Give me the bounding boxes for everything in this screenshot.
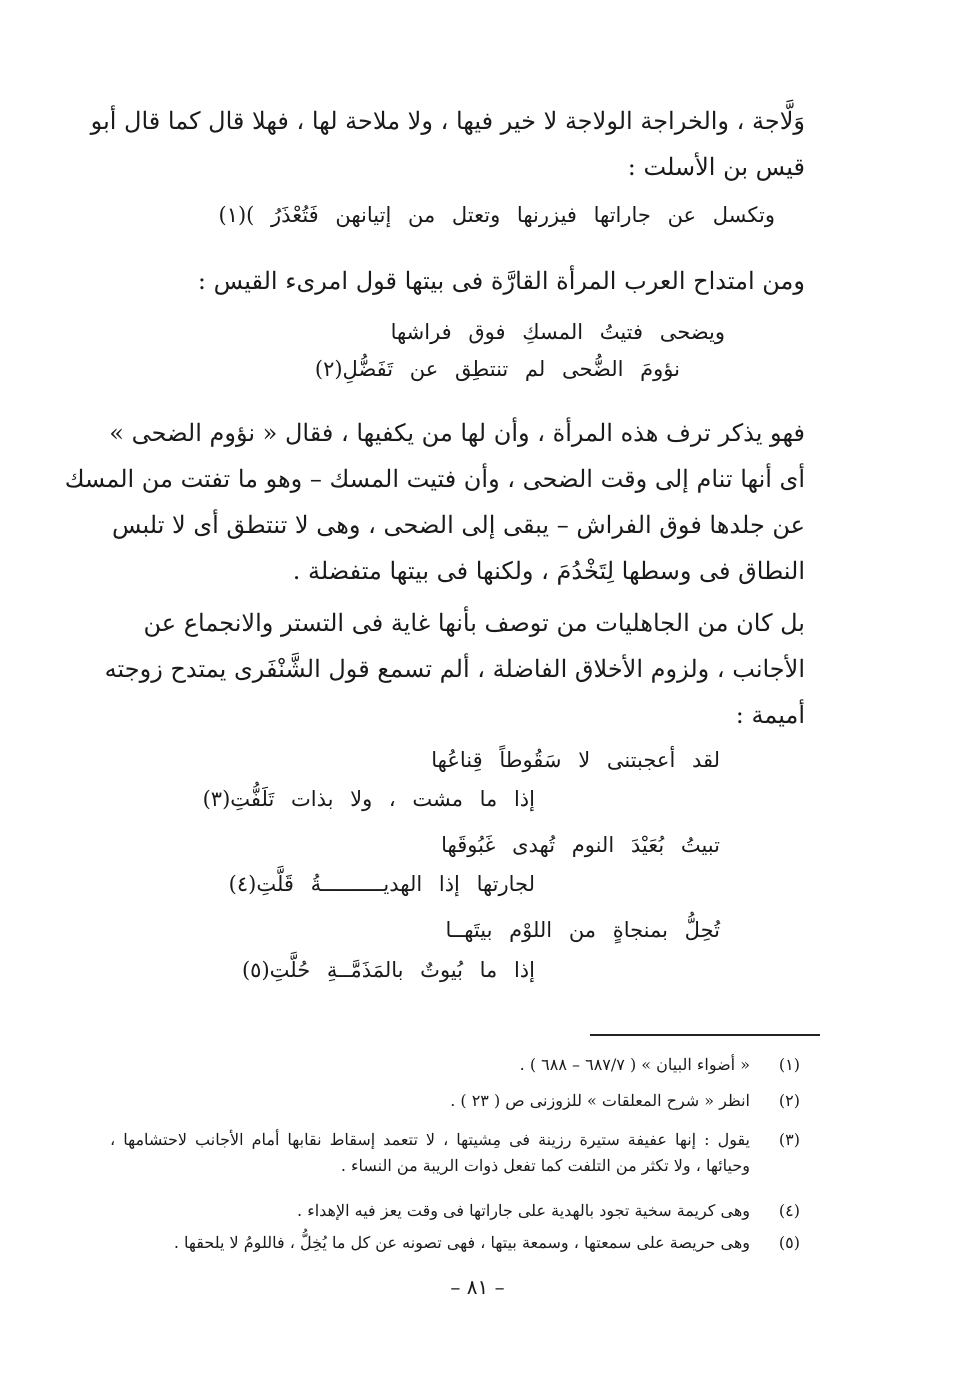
footnote-text: « أضواء البيان » ( ٦٨٧/٧ – ٦٨٨ ) . [519, 1055, 750, 1074]
verse-2-line-1: ويضحى فتيتُ المسكِ فوق فراشها [390, 320, 725, 344]
paragraph-4 [104, 600, 805, 738]
verse-2-line-2: نؤومَ الضُّحى لم تنتطِق عن تَفَضُّلِ(٢) [314, 357, 680, 381]
paragraph-line: النطاق فى وسطها لِتَخْدُمَ ، ولكنها فى بيتها متفضلة . [292, 557, 805, 585]
footnote-number: (٢) [778, 1091, 800, 1110]
footnote-number: (٣) [778, 1130, 800, 1149]
footnote-number: (٤) [778, 1201, 800, 1220]
footnote-text: وهى حريصة على سمعتها ، وسمعة بيتها ، فهى تصونه عن كل ما يُخِلُّ ، فاللومُ لا يلحقها . [173, 1233, 750, 1252]
footnote-number: (٥) [778, 1233, 800, 1252]
verse-3-line-3: تبيتُ بُعَيْدَ النوم تُهدى غَبُوقَها [441, 833, 720, 857]
footnote-divider [590, 1034, 820, 1036]
paragraph-3 [64, 410, 805, 594]
paragraph-1 [90, 98, 805, 190]
footnote-text: انظر « شرح المعلقات » للزوزنى ص ( ٢٣ ) . [450, 1091, 750, 1110]
verse-3-line-2: إذا ما مشت ، ولا بذات تَلَفُّتِ(٣) [202, 787, 535, 811]
paragraph-line: أميمة : [735, 701, 805, 729]
paragraph-line: قيس بن الأسلت : [627, 153, 805, 181]
page-number: – ٨١ – [450, 1275, 505, 1299]
paragraph-line: عن جلدها فوق الفراش – يبقى إلى الضحى ، وهى لا تنتطق أى لا تلبس [111, 511, 805, 539]
verse-3-line-6: إذا ما بُيوتٌ بالمَذَمَّــةِ حُلَّتِ(٥) [241, 958, 535, 982]
paragraph-line: فهو يذكر ترف هذه المرأة ، وأن لها من يكفيها ، فقال « نؤوم الضحى » [109, 419, 805, 447]
paragraph-line: الأجانب ، ولزوم الأخلاق الفاضلة ، ألم تسمع قول الشَّنْفَرى يمتدح زوجته [104, 655, 805, 683]
verse-3-line-4: لجارتها إذا الهديــــــــــةُ قَلَّتِ(٤) [228, 872, 535, 896]
paragraph-2 [135, 258, 805, 304]
paragraph-line: وَلَّاجة ، والخراجة الولاجة لا خير فيها ، ولا ملاحة لها ، فهلا قال كما قال أبو [90, 107, 805, 135]
paragraph-line: ومن امتداح العرب المرأة القارَّة فى بيتها قول امرىء القيس : [197, 267, 805, 295]
footnote-text: وهى كريمة سخية تجود بالهدية على جاراتها فى وقت يعز فيه الإهداء . [297, 1201, 750, 1220]
verse-3-line-1: لقد أعجبتنى لا سَقُوطاً قِناعُها [431, 748, 720, 772]
footnote-number: (١) [778, 1055, 800, 1074]
paragraph-line: بل كان من الجاهليات من توصف بأنها غاية فى التستر والانجماع عن [143, 609, 805, 637]
verse-3-line-5: تُحِلُّ بمنجاةٍ من اللوْم بيتَهــا [445, 918, 720, 942]
paragraph-line: أى أنها تنام إلى وقت الضحى ، وأن فتيت المسك – وهو ما تفتت من المسك [64, 465, 805, 493]
footnote-text: يقول : إنها عفيفة ستيرة رزينة فى مِشيتها ، لا تتعمد إسقاط نقابها أمام الأجانب لاحتشامها ، وحيائها ، ولا تكثر من التلفت كما تفعل ذوات الريبة من النساء . [110, 1130, 750, 1175]
verse-1: وتكسل عن جاراتها فيزرنها وتعتل من إتيانهن فَتُعْذَرُ )(١) [218, 203, 775, 227]
